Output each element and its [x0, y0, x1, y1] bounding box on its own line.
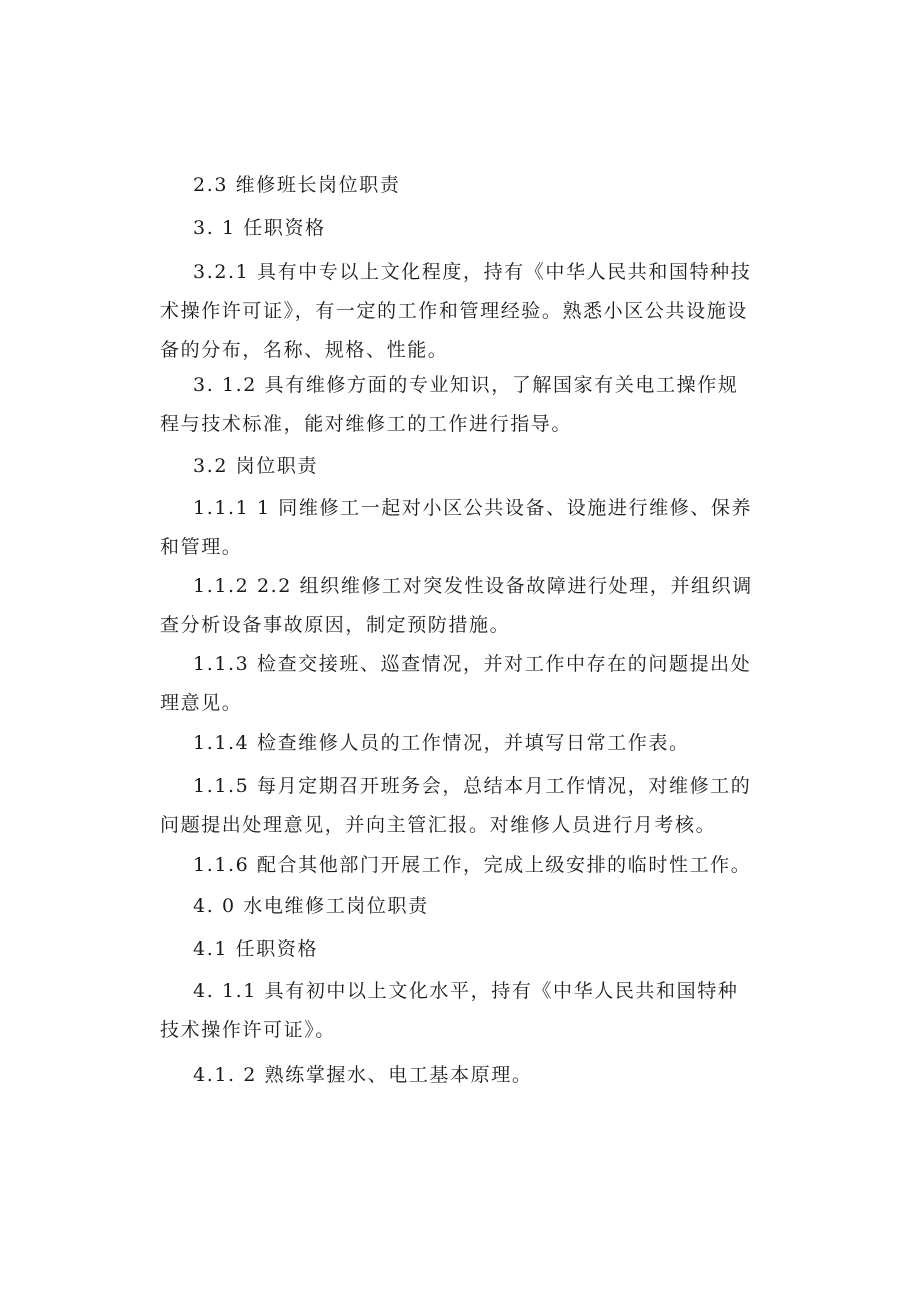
paragraph-1-1-4: 1.1.4 检查维修人员的工作情况，并填写日常工作表。: [193, 732, 690, 754]
paragraph-4-1-1: 4. 1.1 具有初中以上文化水平，持有《中华人民共和国特种技术操作许可证》。: [160, 980, 739, 1041]
paragraph-1-1-1: 1.1.1 1 同维修工一起对小区公共设备、设施进行维修、保养和管理。: [160, 497, 753, 558]
heading-3-1-qualifications: 3. 1 任职资格: [193, 217, 326, 239]
heading-4-1-qualifications: 4.1 任职资格: [193, 938, 319, 960]
heading-3-2-job-duties: 3.2 岗位职责: [193, 455, 319, 477]
paragraph-3-2-1: 3.2.1 具有中专以上文化程度，持有《中华人民共和国特种技术操作许可证》，有一定的工作和管理经验。熟悉小区公共设施设备的分布，名称、规格、性能。: [160, 261, 752, 361]
paragraph-1-1-6: 1.1.6 配合其他部门开展工作，完成上级安排的临时性工作。: [193, 854, 752, 876]
paragraph-3-1-2: 3. 1.2 具有维修方面的专业知识，了解国家有关电工操作规程与技术标准，能对维修工的工作进行指导。: [160, 374, 739, 435]
paragraph-1-1-5: 1.1.5 每月定期召开班务会，总结本月工作情况，对维修工的问题提出处理意见，并向主管汇报。对维修人员进行月考核。: [160, 775, 752, 836]
paragraph-1-1-3: 1.1.3 检查交接班、巡查情况，并对工作中存在的问题提出处理意见。: [160, 653, 752, 714]
heading-2-3-repair-foreman-duties: 2.3 维修班长岗位职责: [193, 174, 401, 196]
heading-4-0-utility-repair-duties: 4. 0 水电维修工岗位职责: [193, 895, 429, 917]
paragraph-4-1-2: 4.1. 2 熟练掌握水、电工基本原理。: [193, 1064, 533, 1086]
paragraph-1-1-2: 1.1.2 2.2 组织维修工对突发性设备故障进行处理，并组织调查分析设备事故原因，制定预防措施。: [160, 575, 753, 636]
